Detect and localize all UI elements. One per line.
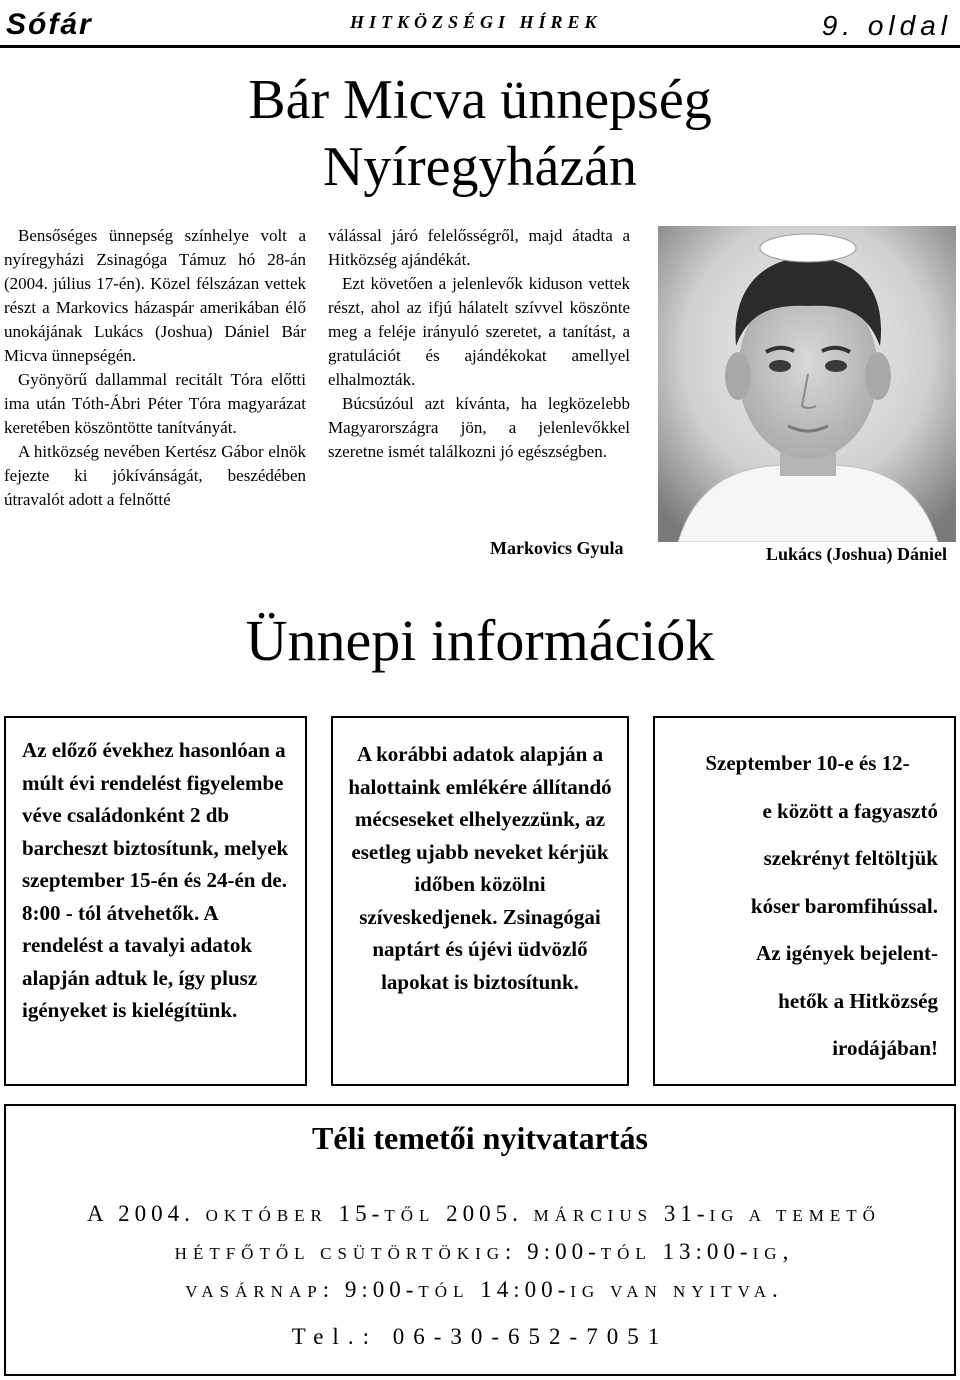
cemetery-text-segment: TÓL <box>418 1282 470 1301</box>
article-column-1 <box>4 224 306 512</box>
article-title-line1: Bár Micva ünnepség <box>248 69 712 131</box>
cemetery-line-1 <box>34 1196 934 1234</box>
paragraph: válással járó felelősségről, majd átadta a Hitközség ajándékát. <box>328 226 630 269</box>
phone-number: Tel.: 06-30-652-7051 <box>291 1324 669 1349</box>
article-column-2 <box>328 224 630 464</box>
cemetery-text-segment: : 9:00- <box>322 1277 419 1302</box>
info-box-barches: Az előző évekhez hasonlóan a múlt évi rendelést figyelembe véve családonként 2 db barcheszt biztosítunk, melyek szeptember 15-én és 24-én de. 8:00 - tól átvehetők. A rendelést a tavalyi adatok alapján adtuk le, így plusz igényeket is kielégítünk. <box>4 716 307 1086</box>
article-title-line2: Nyíregyházán <box>322 136 638 198</box>
box-line: Szeptember 10-e és 12- <box>705 751 910 775</box>
cemetery-hours-text <box>34 1196 934 1310</box>
cemetery-text-segment: IG VAN NYITVA <box>570 1282 772 1301</box>
box-line: szekrényt feltöltjük <box>763 846 938 870</box>
header-rule <box>0 45 960 48</box>
info-box-memorial-candles: A korábbi adatok alapján a halottaink emlékére állítandó mécseseket elhelyezzünk, az esetleg ujabb neveket kérjük időben közölni szíveskedjenek. Zsinagógai naptárt és újévi üdvözlő lapokat is biztosítunk. <box>331 716 629 1086</box>
portrait-photo <box>658 226 956 542</box>
paragraph: Gyönyörű dallammal recitált Tóra előtti ima után Tóth-Ábri Péter Tóra magyarázat keretében köszöntötte tanítványát. <box>4 370 306 437</box>
paragraph: Ezt követően a jelenlevők kiduson vettek részt, ahol az ifjú hálatelt szívvel köszönte meg a feléje irányuló szeretet, a tanítást, a gratulációt és ajándékokat amellyel elhalmozták. <box>328 274 630 389</box>
cemetery-text-segment: VASÁRNAP <box>185 1282 323 1301</box>
info-box-freezer <box>653 716 956 1086</box>
cemetery-text-segment: 13:00- <box>651 1239 753 1264</box>
cemetery-text-segment: OKTÓBER <box>205 1206 328 1225</box>
cemetery-text-segment: . <box>772 1277 783 1302</box>
article-author: Markovics Gyula <box>490 538 624 558</box>
box-line: irodájában! <box>832 1036 938 1060</box>
cemetery-text-segment: 31- <box>653 1201 710 1226</box>
cemetery-hours-box <box>4 1104 956 1376</box>
cemetery-text-segment: HÉTFŐTŐL CSÜTÖRTÖKIG <box>174 1244 506 1263</box>
box-line: Az igények bejelent- <box>756 941 938 965</box>
photo-caption: Lukács (Joshua) Dániel <box>766 544 948 564</box>
paragraph: Búcsúzóul azt kívánta, ha legközelebb Magyarországra jön, a jelenlevőkkel szeretne ismét találkozni jó egészségben. <box>328 394 630 461</box>
cemetery-title: Téli temetői nyitvatartás <box>312 1120 648 1156</box>
cemetery-text-segment: IG A TEMETŐ <box>709 1206 881 1225</box>
cemetery-line-3 <box>34 1272 934 1310</box>
cemetery-text-segment: 2005. <box>435 1201 534 1226</box>
portrait-illustration <box>658 226 956 542</box>
publication-name: Sófár <box>6 8 93 41</box>
cemetery-text-segment: TÓL <box>600 1244 652 1263</box>
box-line: hetők a Hitközség <box>778 988 938 1013</box>
cemetery-text-segment: 14:00- <box>469 1277 571 1302</box>
paragraph: A hitközség nevében Kertész Gábor elnök fejezte ki jókívánságát, beszédében útravalót adott a felnőtté <box>4 442 306 509</box>
paragraph: Bensőséges ünnepség színhelye volt a nyíregyházi Zsinagóga Támuz hó 28-án (2004. július 17-én). Közel félszázan vettek részt a Markovics házaspár amerikában élő unokájának Lukács (Joshua) Dániel Bár Micva ünnepségén. <box>4 226 306 365</box>
cemetery-text-segment: 15- <box>327 1201 385 1226</box>
cemetery-text-segment: , <box>782 1239 794 1264</box>
section-label: HITKÖZSÉGI HÍREK <box>350 12 602 32</box>
cemetery-text-segment: MÁRCIUS <box>533 1206 654 1225</box>
cemetery-text-segment: : 9:00- <box>505 1239 601 1264</box>
box-line: e között a fagyasztó <box>762 798 938 823</box>
cemetery-text-segment: A 2004. <box>87 1201 206 1226</box>
page-number: 9. oldal <box>821 10 952 41</box>
cemetery-text-segment: TŐL <box>384 1206 436 1225</box>
info-heading: Ünnepi információk <box>245 608 715 673</box>
box-line: kóser baromfihússal. <box>750 893 938 918</box>
cemetery-text-segment: IG <box>752 1244 783 1263</box>
cemetery-line-2 <box>34 1234 934 1272</box>
